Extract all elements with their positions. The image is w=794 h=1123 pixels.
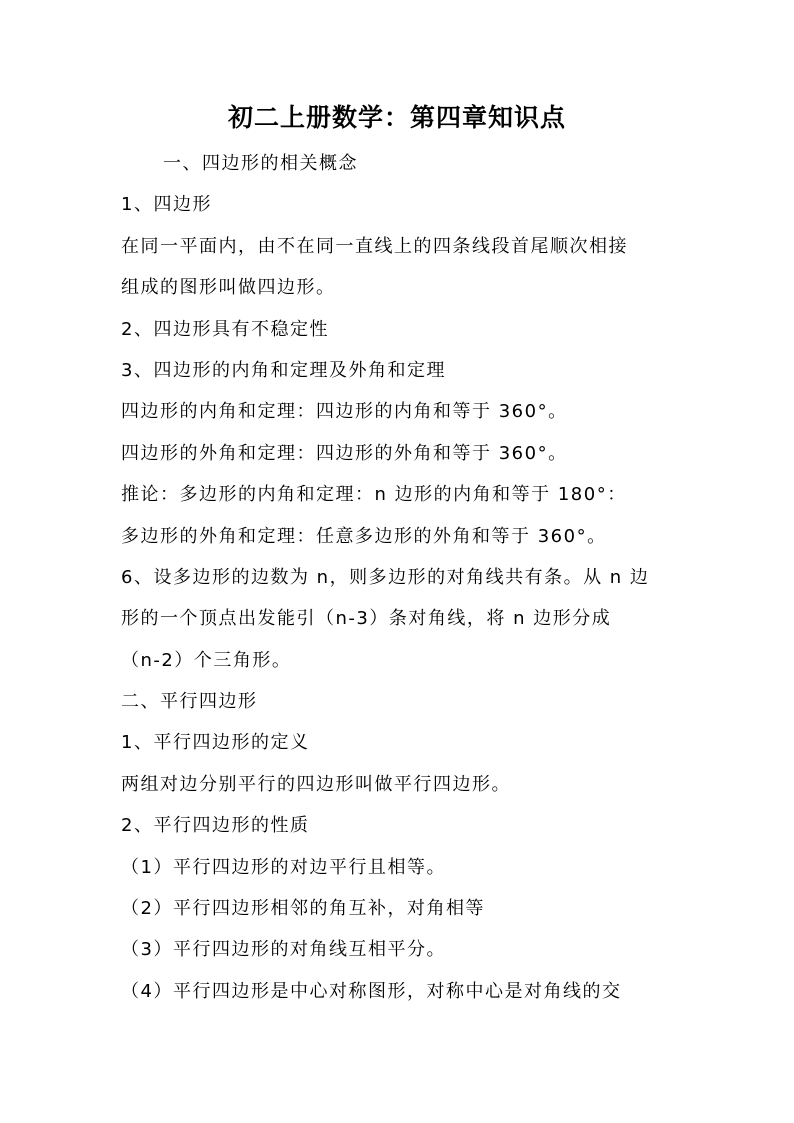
list-item: （1）平行四边形的对边平行且相等。 (121, 856, 446, 878)
paragraph-line: 组成的图形叫做四边形。 (121, 277, 336, 299)
document-title: 初二上册数学：第四章知识点 (227, 103, 566, 132)
paragraph-line: 四边形的外角和定理：四边形的外角和等于 360°。 (121, 442, 568, 464)
paragraph-line: 6、设多边形的边数为 n，则多边形的对角线共有条。从 n 边 (121, 566, 650, 588)
subheading-parallelogram-definition: 1、平行四边形的定义 (121, 732, 310, 754)
subheading-quadrilateral: 1、四边形 (121, 194, 212, 216)
section-heading-quadrilateral-concepts: 一、四边形的相关概念 (163, 153, 358, 174)
list-item: （4）平行四边形是中心对称图形，对称中心是对角线的交 (121, 980, 622, 1002)
paragraph-line: 形的一个顶点出发能引（n-3）条对角线，将 n 边形分成 (121, 608, 612, 630)
paragraph-line: 推论：多边形的内角和定理：n 边形的内角和等于 180°： (121, 484, 627, 506)
subheading-angle-sum-theorems: 3、四边形的内角和定理及外角和定理 (121, 359, 446, 381)
subheading-instability: 2、四边形具有不稳定性 (121, 318, 329, 340)
list-item: （2）平行四边形相邻的角互补，对角相等 (121, 898, 485, 920)
list-item: （3）平行四边形的对角线互相平分。 (121, 939, 446, 961)
document-body (121, 143, 681, 1012)
section-heading-parallelogram: 二、平行四边形 (121, 691, 258, 713)
paragraph-line: 两组对边分别平行的四边形叫做平行四边形。 (121, 773, 511, 795)
paragraph-line: （n-2）个三角形。 (121, 649, 292, 671)
paragraph-line: 四边形的内角和定理：四边形的内角和等于 360°。 (121, 401, 568, 423)
paragraph-line: 在同一平面内，由不在同一直线上的四条线段首尾顺次相接 (121, 235, 628, 257)
paragraph-line: 多边形的外角和定理：任意多边形的外角和等于 360°。 (121, 525, 607, 547)
subheading-parallelogram-properties: 2、平行四边形的性质 (121, 815, 310, 837)
